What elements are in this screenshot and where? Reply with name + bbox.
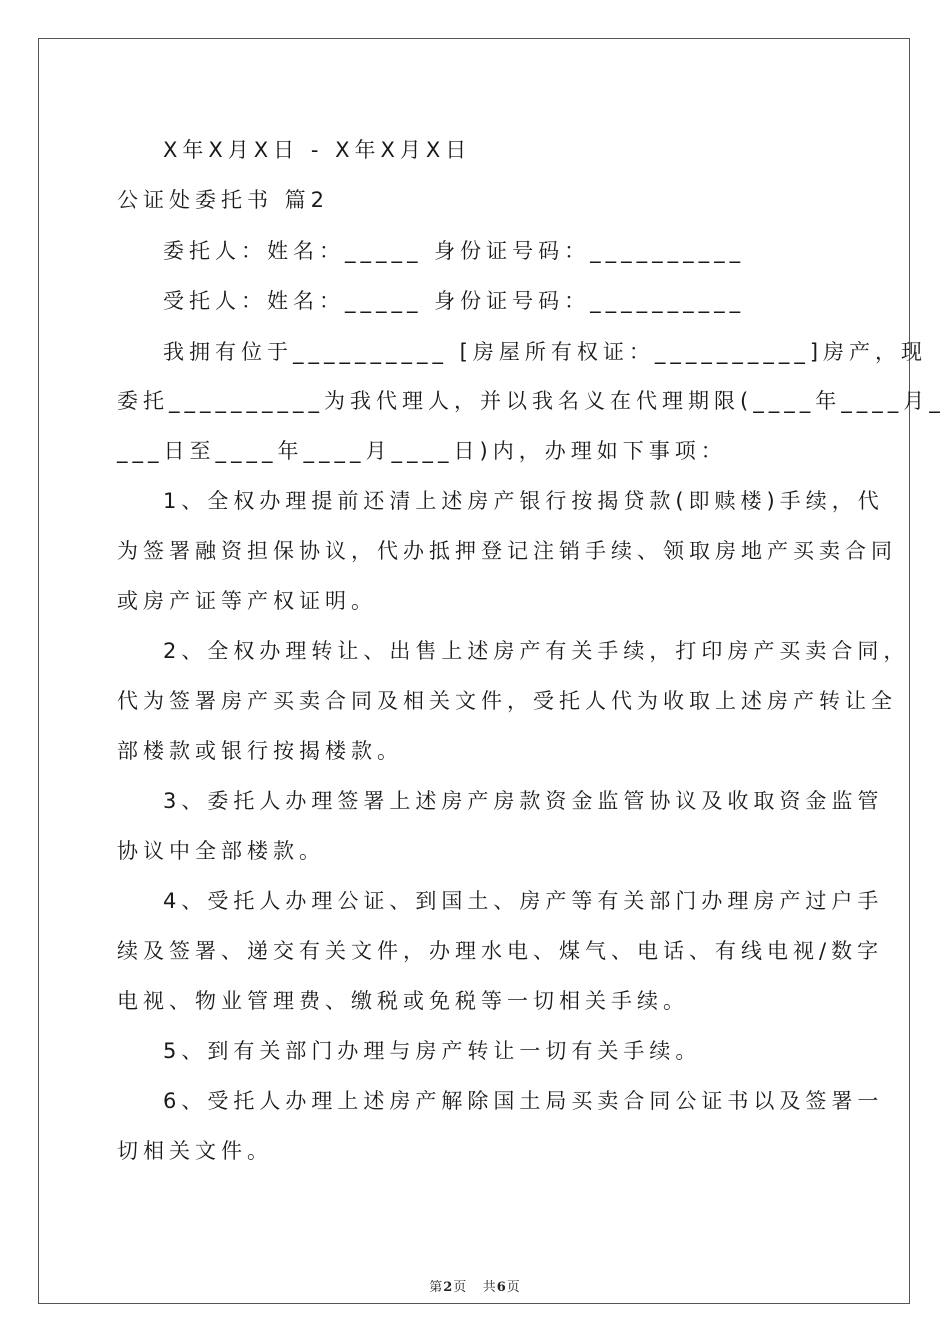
item-5-line: 5、到有关部门办理与房产转让一切有关手续。 [163, 1039, 702, 1063]
item-2-line: 代为签署房产买卖合同及相关文件，受托人代为收取上述房产转让全 [117, 689, 897, 713]
total-prefix: 共 [482, 1280, 497, 1295]
page-prefix: 第 [429, 1280, 444, 1295]
item-4-line: 电视、物业管理费、缴税或免税等一切相关手续。 [117, 989, 689, 1013]
item-4-line: 4、受托人办理公证、到国土、房产等有关部门办理房产过户手 [163, 889, 884, 913]
item-1-line: 或房产证等产权证明。 [117, 589, 377, 613]
agent-line: 受托人：姓名：_____ 身份证号码：__________ [163, 289, 746, 313]
item-3-line: 3、委托人办理签署上述房产房款资金监管协议及收取资金监管 [163, 789, 884, 813]
date-range-line: X年X月X日 - X年X月X日 [163, 138, 472, 162]
item-2-line: 部楼款或银行按揭楼款。 [117, 739, 403, 763]
paragraph-line: 委托__________为我代理人，并以我名义在代理期限(____年____月_ [117, 389, 945, 413]
principal-line: 委托人：姓名：_____ 身份证号码：__________ [163, 239, 746, 263]
item-6-line: 6、受托人办理上述房产解除国土局买卖合同公证书以及签署一 [163, 1089, 884, 1113]
item-6-line: 切相关文件。 [117, 1139, 273, 1163]
paragraph-line: 我拥有位于__________ [房屋所有权证：__________]房产，现 [163, 340, 928, 364]
item-2-line: 2、全权办理转让、出售上述房产有关手续，打印房产买卖合同， [163, 639, 910, 663]
page-suffix: 页 [453, 1280, 468, 1295]
page-number: 2 [443, 1280, 454, 1295]
section-heading: 公证处委托书 篇2 [117, 188, 330, 212]
item-1-line: 为签署融资担保协议，代办抵押登记注销手续、领取房地产买卖合同 [117, 539, 897, 563]
item-1-line: 1、全权办理提前还清上述房产银行按揭贷款(即赎楼)手续，代 [163, 489, 884, 513]
item-3-line: 协议中全部楼款。 [117, 839, 325, 863]
paragraph-line: ___日至____年____月____日)内，办理如下事项： [117, 439, 727, 463]
total-suffix: 页 [506, 1280, 521, 1295]
page-footer [0, 1276, 950, 1295]
item-4-line: 续及签署、递交有关文件，办理水电、煤气、电话、有线电视/数字 [117, 939, 884, 963]
total-pages: 6 [496, 1280, 507, 1295]
